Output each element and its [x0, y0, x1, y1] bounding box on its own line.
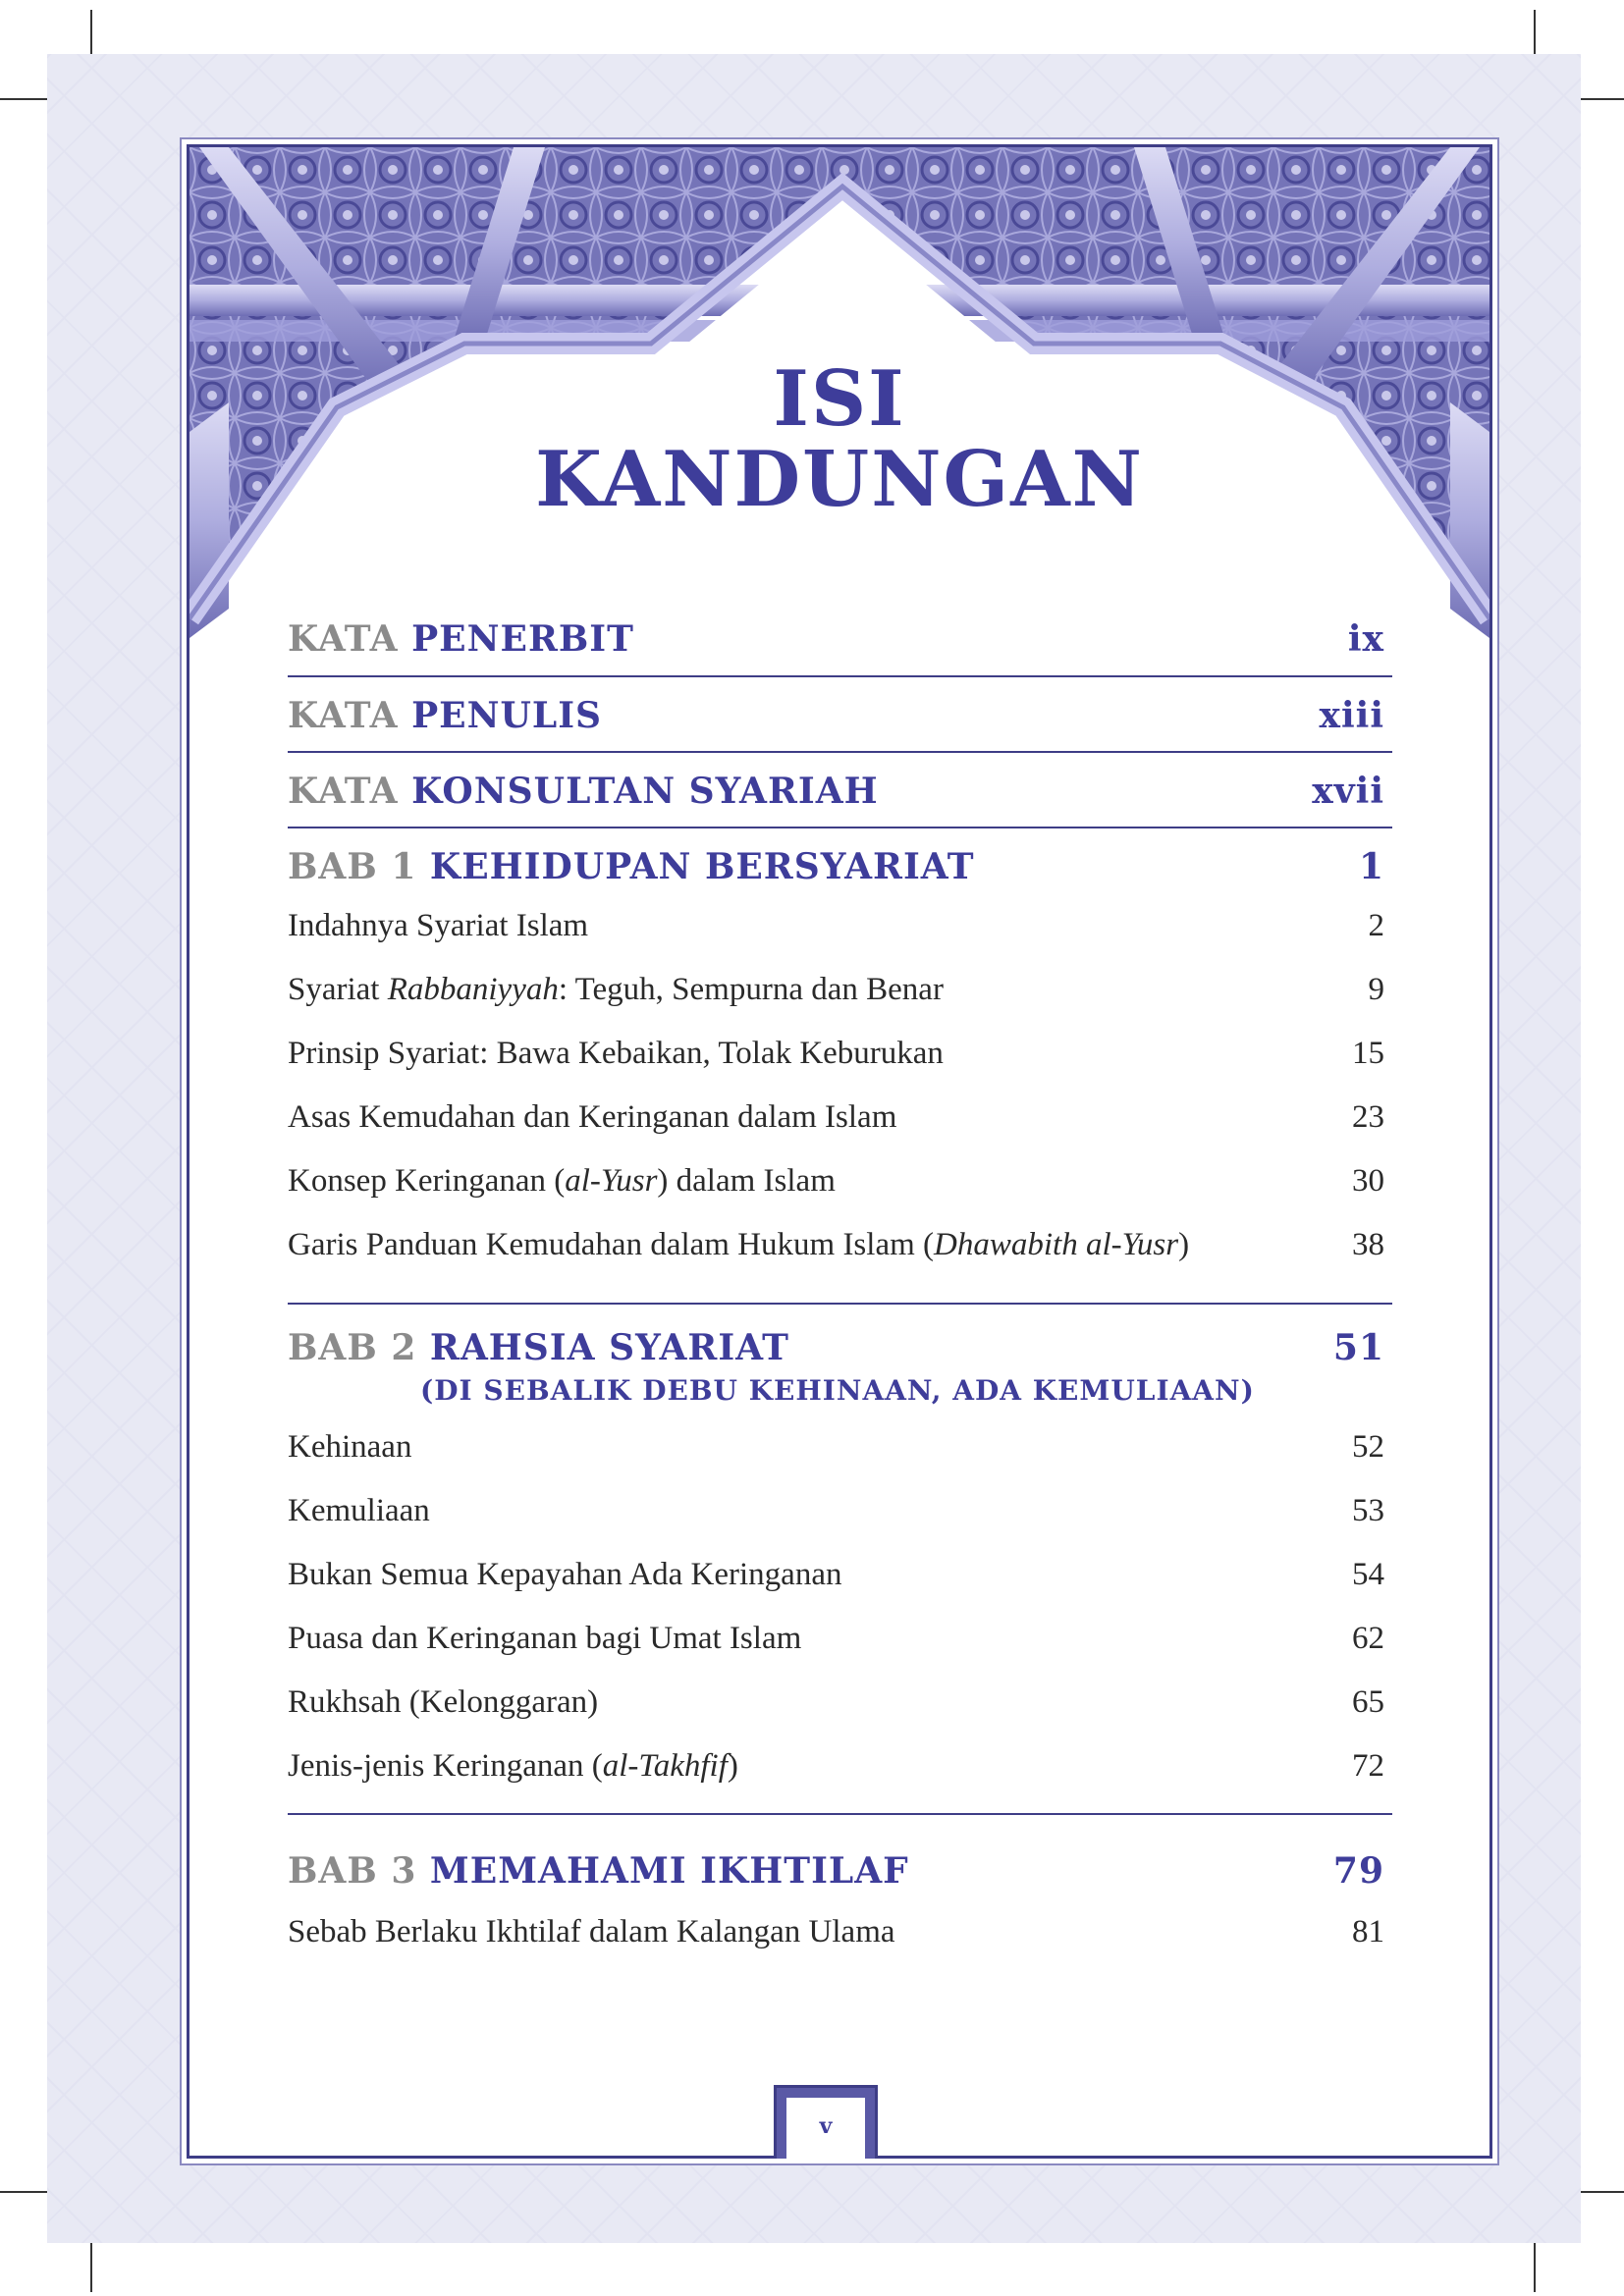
entry-label: RAHSIA SYARIAT	[429, 1327, 789, 1368]
entry-page: 1	[1358, 846, 1384, 887]
toc-entry-kata-konsultan[interactable]	[288, 771, 1392, 812]
page-title-line1: ISI	[773, 354, 906, 444]
toc-entry-bab3[interactable]	[288, 1850, 1392, 1892]
subentry-title-part: ) dalam Islam	[657, 1163, 836, 1199]
crop-mark	[1534, 2243, 1536, 2292]
toc-page	[187, 144, 1492, 2159]
subentry-page: 54	[1352, 1557, 1384, 1592]
divider	[288, 1813, 1392, 1815]
subentry-title-italic: Dhawabith al-Yusr	[934, 1227, 1179, 1262]
toc-subentry[interactable]	[288, 1557, 1392, 1593]
toc-entry-kata-penerbit[interactable]	[288, 618, 1392, 660]
page-number: v	[786, 2098, 865, 2159]
subentry-title: Sebab Berlaku Ikhtilaf dalam Kalangan Ulama	[288, 1914, 895, 1949]
subentry-title-part: Syariat	[288, 972, 388, 1007]
toc-entry-bab2[interactable]	[288, 1327, 1392, 1368]
subentry-page: 30	[1352, 1163, 1384, 1199]
entry-prefix: BAB 2	[288, 1327, 417, 1368]
subentry-page: 15	[1352, 1036, 1384, 1071]
subentry-page: 9	[1368, 972, 1384, 1007]
divider	[288, 827, 1392, 828]
toc-entry-title	[288, 618, 634, 660]
crop-mark	[90, 10, 92, 54]
crop-mark	[90, 2243, 92, 2292]
entry-label: PENULIS	[411, 695, 603, 736]
subentry-page: 23	[1352, 1099, 1384, 1135]
divider	[288, 1303, 1392, 1305]
page-title-line2: KANDUNGAN	[535, 435, 1144, 524]
subentry-title-italic: Rabbaniyyah	[387, 972, 559, 1007]
toc-entry-bab1[interactable]	[288, 846, 1392, 887]
toc-subentry[interactable]	[288, 908, 1392, 944]
subentry-title: Prinsip Syariat: Bawa Kebaikan, Tolak Keburukan	[288, 1036, 944, 1071]
toc-subentry[interactable]	[288, 972, 1392, 1008]
subentry-title-part: )	[1178, 1227, 1190, 1262]
entry-prefix: BAB 3	[288, 1850, 417, 1892]
toc-subentry[interactable]	[288, 1684, 1392, 1721]
subentry-title: Kehinaan	[288, 1429, 412, 1465]
subentry-page: 2	[1368, 908, 1384, 943]
subentry-page: 65	[1352, 1684, 1384, 1720]
toc-subentry[interactable]	[288, 1621, 1392, 1657]
crop-mark	[1581, 98, 1624, 100]
subentry-title-italic: al-Takhfif	[602, 1748, 728, 1784]
divider	[288, 675, 1392, 677]
subentry-page: 62	[1352, 1621, 1384, 1656]
crop-mark	[0, 2191, 49, 2193]
toc-subentry[interactable]	[288, 1493, 1392, 1529]
crop-mark	[1581, 2191, 1624, 2193]
entry-prefix: KATA	[288, 695, 399, 736]
toc-subentry[interactable]	[288, 1163, 1392, 1200]
subentry-title: Bukan Semua Kepayahan Ada Keringanan	[288, 1557, 842, 1592]
entry-page: 51	[1332, 1327, 1384, 1368]
subentry-page: 52	[1352, 1429, 1384, 1465]
subentry-title-italic: al-Yusr	[565, 1163, 658, 1199]
entry-page: 79	[1332, 1850, 1384, 1892]
toc-entry-title	[288, 1850, 909, 1892]
subentry-page: 81	[1352, 1914, 1384, 1949]
subentry-page: 72	[1352, 1748, 1384, 1784]
toc-subentry[interactable]	[288, 1036, 1392, 1072]
entry-label: KEHIDUPAN BERSYARIAT	[429, 846, 975, 887]
entry-page: ix	[1347, 618, 1384, 660]
entry-prefix: BAB 1	[288, 846, 417, 887]
subentry-title-part: Garis Panduan Kemudahan dalam Hukum Islam (	[288, 1227, 935, 1262]
entry-label: PENERBIT	[411, 618, 634, 660]
entry-prefix: KATA	[288, 618, 399, 660]
subentry-title	[288, 1748, 738, 1785]
toc-subentry[interactable]	[288, 1227, 1392, 1263]
entry-prefix: KATA	[288, 771, 399, 812]
subentry-title: Kemuliaan	[288, 1493, 430, 1528]
subentry-title: Indahnya Syariat Islam	[288, 908, 589, 943]
crop-mark	[0, 98, 49, 100]
toc-subentry[interactable]	[288, 1429, 1392, 1466]
toc-subentry[interactable]	[288, 1748, 1392, 1785]
toc-entry-title	[288, 695, 602, 736]
toc-subentry[interactable]	[288, 1099, 1392, 1136]
subentry-title-part: )	[727, 1748, 738, 1784]
subentry-title-part: Konsep Keringanan (	[288, 1163, 566, 1199]
toc-entry-title	[288, 1327, 789, 1368]
subentry-title	[288, 972, 944, 1008]
entry-page: xvii	[1312, 771, 1384, 812]
subentry-page: 53	[1352, 1493, 1384, 1528]
subentry-title-part: : Teguh, Sempurna dan Benar	[558, 972, 944, 1007]
subentry-title: Asas Kemudahan dan Keringanan dalam Islam	[288, 1099, 897, 1135]
crop-mark	[1534, 10, 1536, 54]
toc-entry-kata-penulis[interactable]	[288, 695, 1392, 736]
entry-label: MEMAHAMI IKHTILAF	[429, 1850, 909, 1892]
toc-entry-title	[288, 771, 879, 812]
subentry-title: Rukhsah (Kelonggaran)	[288, 1684, 599, 1720]
subentry-page: 38	[1352, 1227, 1384, 1262]
page-number-frame	[774, 2085, 878, 2159]
bab2-subtitle: (DI SEBALIK DEBU KEHINAAN, ADA KEMULIAAN)	[420, 1374, 1255, 1407]
subentry-title	[288, 1227, 1189, 1263]
divider	[288, 751, 1392, 753]
toc-entry-title	[288, 846, 975, 887]
entry-page: xiii	[1319, 695, 1384, 736]
subentry-title-part: Jenis-jenis Keringanan (	[288, 1748, 603, 1784]
toc-subentry[interactable]	[288, 1914, 1392, 1950]
subentry-title	[288, 1163, 836, 1200]
entry-label: KONSULTAN SYARIAH	[411, 771, 879, 812]
subentry-title: Puasa dan Keringanan bagi Umat Islam	[288, 1621, 802, 1656]
